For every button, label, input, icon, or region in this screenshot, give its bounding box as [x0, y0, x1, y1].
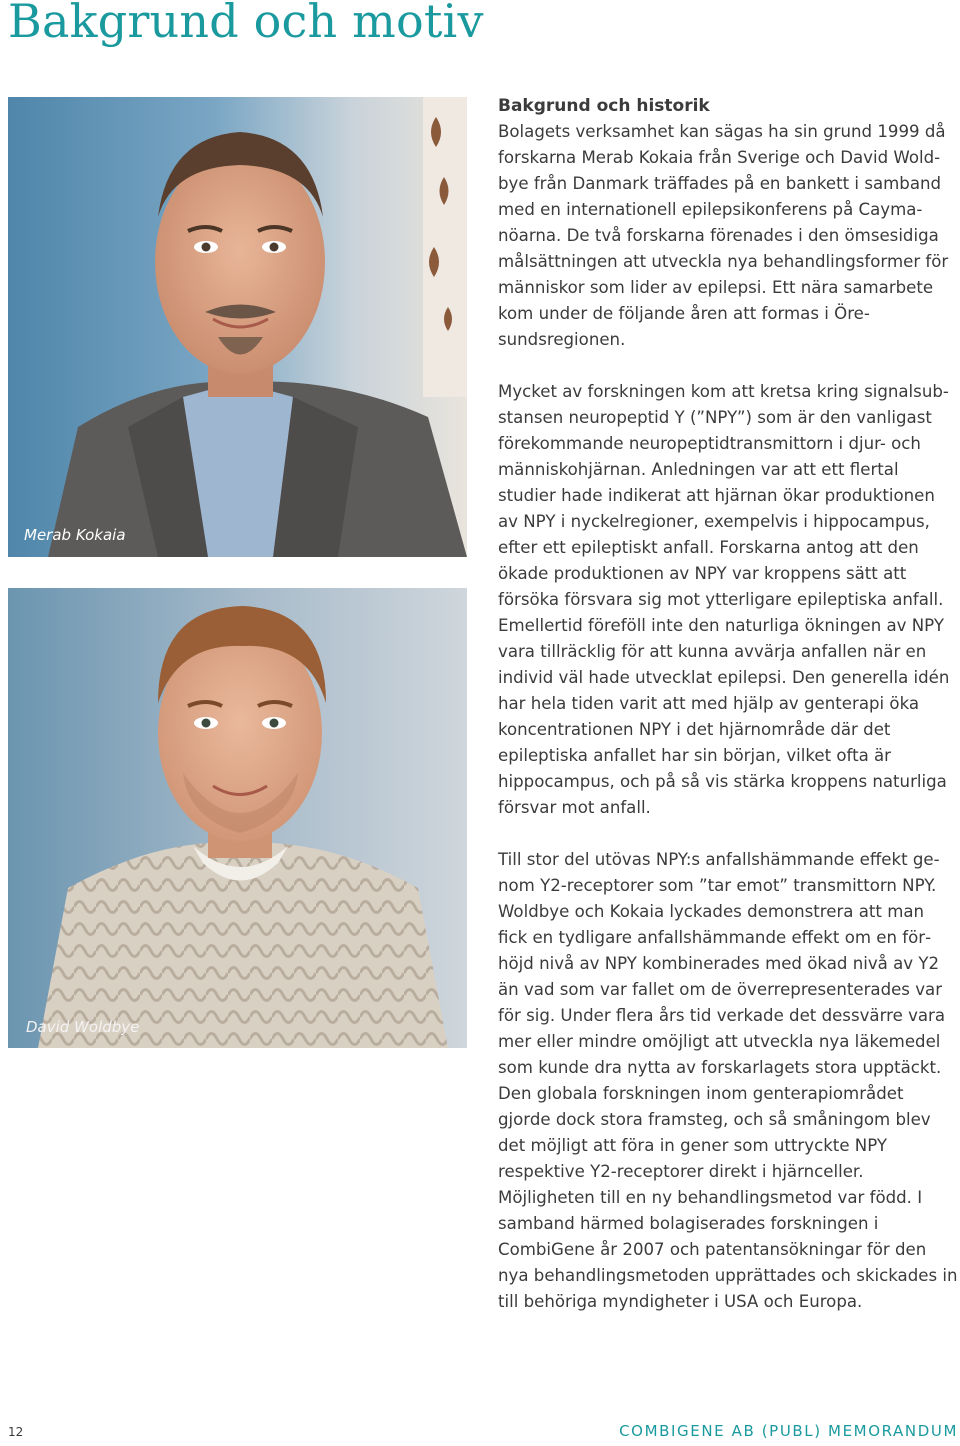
- paragraph: Bolagets verksamhet kan sägas ha sin grund 1999 då forskarna Merab Kokaia från Sverige och David Woldbye från Danmark träffades på en bankett i samband med en internationell epilepsikonferens på Caymanöarna. De två forskarna förenades i den ömsesidiga målsättningen att utveckla nya behandlingsformer för människor som lider av epilepsi. Ett nära samarbete kom under de följande åren att formas i Öresundsregionen.: [498, 122, 949, 349]
- portrait-photo-merab-kokaia: [8, 97, 467, 557]
- photo-caption: Merab Kokaia: [24, 526, 126, 544]
- paragraph: Mycket av forskningen kom att kretsa kring signalsubstansen neuropeptid Y (”NPY”) som är den vanligast förekommande neuropeptidtransmittorn i djur- och människohjärnan. Anledningen var att ett flertal studier hade indikerat att hjärnan ökar produktionen av NPY i nyckelregioner, exempelvis i hippocampus, efter ett epileptiskt anfall. Forskarna antog att den ökade produktionen av NPY var kroppens sätt att försöka försvara sig mot ytterligare epileptiska anfall. Emellertid föreföll inte den naturliga ökningen av NPY vara tillräcklig för att kunna avvärja anfallen när en individ väl hade utvecklat epilepsi. Den generella idén har hela tiden varit att med hjälp av genterapi öka koncentrationen NPY i det hjärnområde där det epileptiska anfallet har sin början, vilket ofta är hippocampus, och på så vis stärka kroppens naturliga försvar mot anfall.: [498, 382, 950, 817]
- text-column: [498, 93, 958, 1341]
- page-number: 12: [8, 1425, 24, 1439]
- paragraph: Till stor del utövas NPY:s anfallshämmande effekt genom Y2-receptorer som ”tar emot” transmittorn NPY. Woldbye och Kokaia lyckades demonstrera att man fick en tydligare anfallshämmande effekt om en förhöjd nivå av NPY kombinerades med ökad nivå av Y2 än vad som var fallet om de överrepresenterades var för sig. Under flera års tid verkade det dessvärre vara mer eller mindre omöjligt att utveckla nya läkemedel som kunde dra nytta av forskarlagets stora upptäckt. Den globala forskningen inom genterapiområdet gjorde dock stora framsteg, och så småningom blev det möjligt att föra in gener som uttryckte NPY respektive Y2-receptorer direkt i hjärnceller. Möjligheten till en ny behandlingsmetod var född. I samband härmed bolagiserades forskningen i CombiGene år 2007 och patentansökningar för den nya behandlingsmetoden upprättades och skickades in till behöriga myndigheter i USA och Europa.: [498, 850, 958, 1311]
- page-title: Bakgrund och motiv: [8, 0, 484, 48]
- footer-brand: COMBIGENE AB (PUBL) MEMORANDUM: [619, 1422, 958, 1440]
- portrait-photo-david-woldbye: [8, 588, 467, 1048]
- photo-caption: David Woldbye: [26, 1018, 140, 1036]
- section-heading: Bakgrund och historik: [498, 96, 710, 116]
- portrait-illustration: [8, 97, 467, 557]
- portrait-illustration: [8, 588, 467, 1048]
